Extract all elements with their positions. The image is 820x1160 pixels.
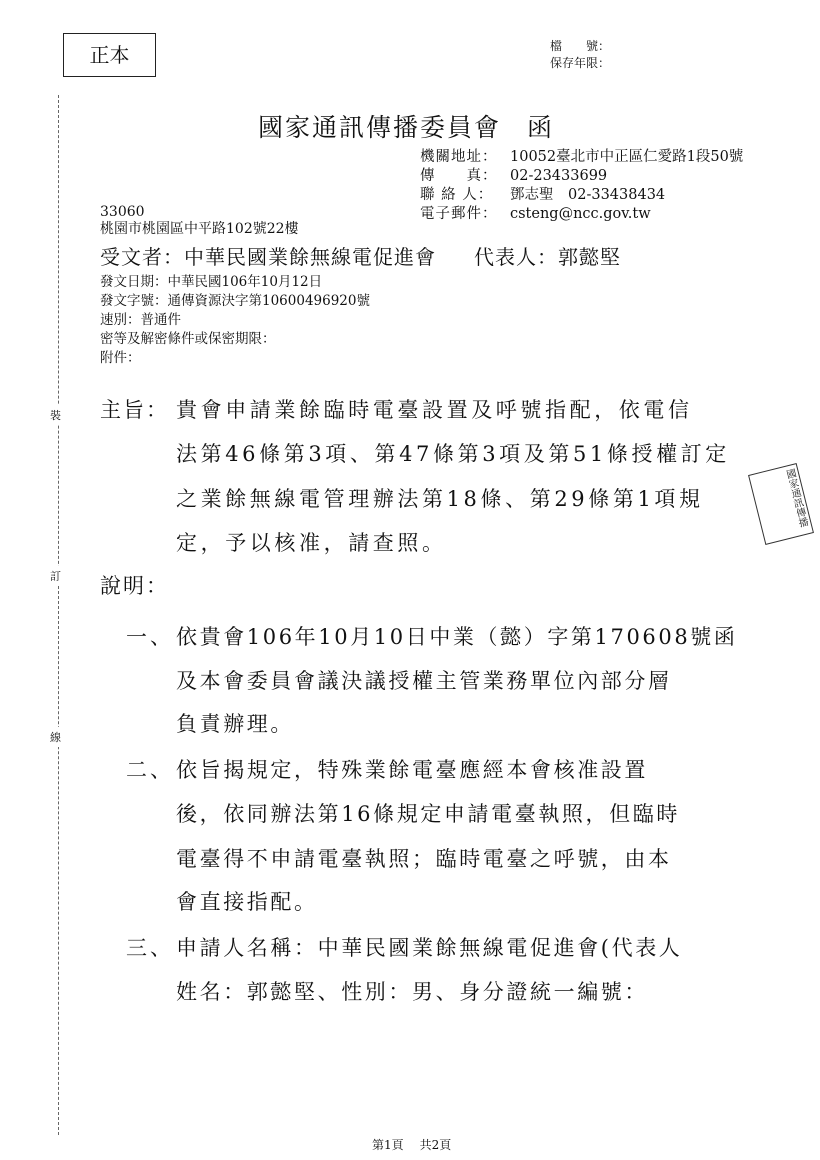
contact-label: 傳 真：	[420, 168, 498, 184]
contact-value: csteng@ncc.gov.tw	[510, 206, 651, 222]
contact-block	[420, 148, 743, 224]
subject-line: 定，予以核准，請查照。	[176, 531, 447, 555]
contact-fax-row	[420, 167, 743, 186]
item-line: 及本會委員會議決議授權主管業務單位內部分層	[176, 669, 672, 693]
item-line: 會直接指配。	[176, 890, 318, 914]
recipient-representative: 代表人：郭懿堅	[474, 245, 621, 269]
recipient-address	[100, 204, 299, 238]
binding-mark-zhuang: 裝	[50, 405, 61, 425]
item-number: 一、	[126, 625, 174, 649]
document-meta	[100, 273, 370, 368]
postal-code: 33060	[100, 204, 145, 220]
binding-line	[58, 95, 59, 1135]
file-info	[550, 38, 610, 72]
doc-type: 函	[527, 113, 555, 142]
file-number-label: 檔 號：	[550, 39, 611, 53]
recipient-line	[100, 241, 621, 270]
org-name: 國家通訊傳播委員會	[258, 113, 502, 142]
received-seal: 國家通訊傳播	[748, 463, 814, 545]
contact-label: 電子郵件：	[420, 206, 498, 222]
contact-address-row	[420, 148, 743, 167]
attachments: 附件：	[100, 350, 141, 366]
item-number: 二、	[126, 758, 174, 782]
subject-line: 貴會申請業餘臨時電臺設置及呼號指配，依電信	[176, 398, 693, 422]
item-line: 依貴會106年10月10日中業（懿）字第170608號函	[176, 625, 738, 649]
street-address: 桃園市桃園區中平路102號22樓	[100, 221, 299, 237]
binding-mark-ding: 訂	[50, 566, 61, 586]
document-number: 發文字號：通傳資源決字第10600496920號	[100, 293, 370, 309]
item-line: 後，依同辦法第16條規定申請電臺執照，但臨時	[176, 802, 680, 826]
current-page: 第1頁	[372, 1138, 404, 1152]
item-line: 姓名：郭懿堅、性別：男、身分證統一編號：	[176, 980, 648, 1004]
recipient-name: 受文者：中華民國業餘無線電促進會	[100, 245, 436, 269]
item-number: 三、	[126, 936, 174, 960]
subject-line: 之業餘無線電管理辦法第18條、第29條第1項規	[176, 487, 704, 511]
secrecy-level: 密等及解密條件或保密期限：	[100, 331, 276, 347]
contact-value: 鄧志聖 02-33438434	[510, 187, 666, 203]
explanation-label: 說明：	[100, 574, 169, 598]
contact-value: 02-23433699	[510, 168, 608, 184]
item-line: 依旨揭規定，特殊業餘電臺應經本會核准設置	[176, 758, 648, 782]
document-title	[258, 108, 554, 144]
retention-period-label: 保存年限：	[550, 56, 611, 70]
subject-label: 主旨：	[100, 398, 169, 422]
item-line: 申請人名稱：中華民國業餘無線電促進會(代表人	[176, 936, 683, 960]
issue-date: 發文日期：中華民國106年10月12日	[100, 274, 323, 290]
subject-line: 法第46條第3項、第47條第3項及第51條授權訂定	[176, 442, 730, 466]
item-line: 電臺得不申請電臺執照；臨時電臺之呼號，由本	[176, 847, 672, 871]
binding-mark-xian: 線	[50, 727, 61, 747]
contact-email-row	[420, 205, 743, 224]
copy-stamp: 正本	[63, 33, 156, 77]
contact-label: 機關地址：	[420, 149, 498, 165]
total-pages: 共2頁	[419, 1138, 452, 1152]
item-line: 負責辦理。	[176, 712, 294, 736]
contact-value: 10052臺北市中正區仁愛路1段50號	[510, 149, 744, 165]
contact-label: 聯 絡 人：	[420, 187, 494, 203]
contact-person-row	[420, 186, 743, 205]
page-number	[372, 1136, 451, 1153]
delivery-speed: 速別：普通件	[100, 312, 181, 328]
